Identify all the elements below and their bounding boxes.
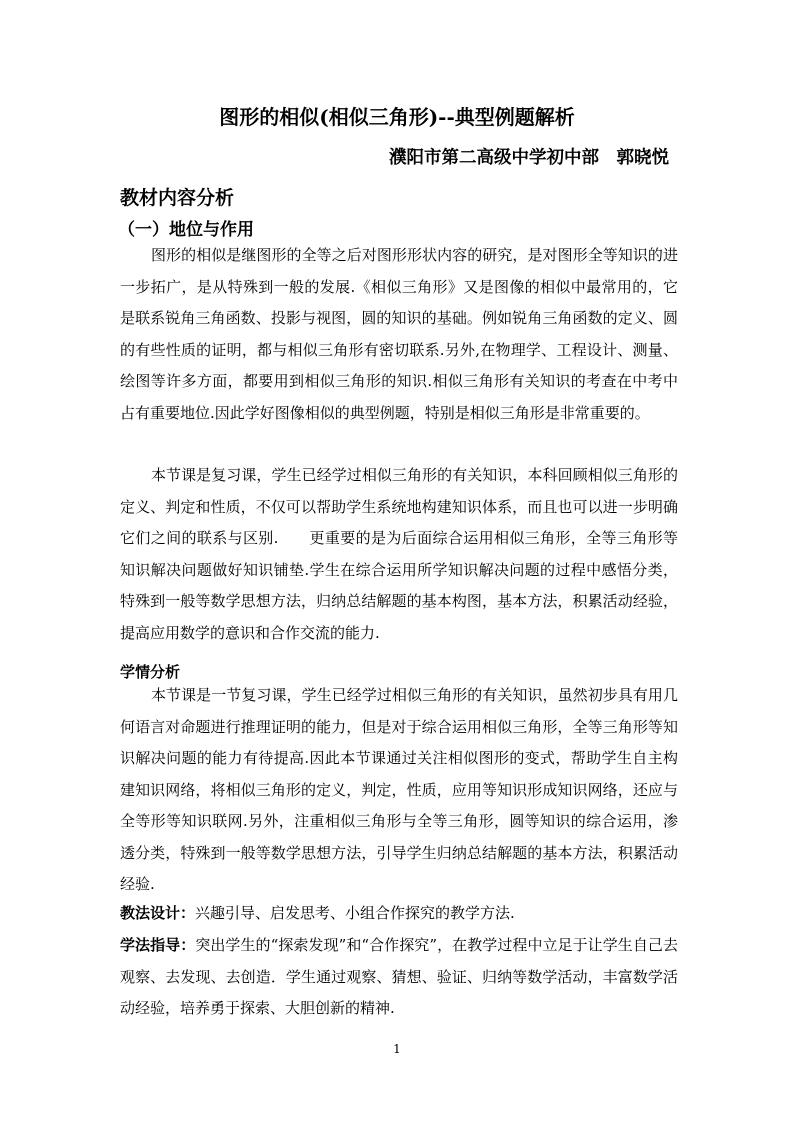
learning-analysis-heading: 学情分析 bbox=[120, 663, 181, 681]
paragraph-lesson-overview: 本节课是复习课，学生已经学过相似三角形的有关知识，本科回顾相似三角形的定义、判定和性质，不仅可以帮助学生系统地构建知识体系，而且也可以进一步明确它们之间的联系与区别. 更重要的是为后面综合运用相似三角形，全等三角形等知识解决问题做好知识铺垫.学生在综合运用所学知识解决问题的过程中感悟分类，特殊到一般等数学思想方法，归纳总结解题的基本构图，基本方法，积累活动经验，提高应用数学的意识和合作交流的能力. bbox=[120, 466, 678, 642]
teaching-method-line bbox=[120, 898, 678, 930]
section-heading: 教材内容分析 bbox=[120, 187, 235, 209]
study-method-text: 突出学生的“探索发现”和“合作探究”，在教学过程中立足于让学生自己去观察、去发现、去创造．学生通过观察、猜想、验证、归纳等数学活动，丰富数学活动经验，培养勇于探索、大胆创新的精神. bbox=[120, 936, 678, 1017]
teaching-method-label: 教法设计： bbox=[120, 904, 196, 922]
paragraph-learning-analysis: 本节课是一节复习课，学生已经学过相似三角形的有关知识，虽然初步具有用几何语言对命题进行推理证明的能力，但是对于综合运用相似三角形，全等三角形等知识解决问题的能力有待提高.因此本节课通过关注相似图形的变式，帮助学生自主构建知识网络，将相似三角形的定义，判定，性质，应用等知识形成知识网络，还应与全等形等知识联网.另外，注重相似三角形与全等三角形，圆等知识的综合运用，渗透分类，特殊到一般等数学思想方法，引导学生归纳总结解题的基本方法，积累活动经验. bbox=[120, 686, 678, 893]
document-title: 图形的相似(相似三角形)--典型例题解析 bbox=[219, 105, 575, 129]
paragraph-role-and-function: 图形的相似是继图形的全等之后对图形形状内容的研究，是对图形全等知识的进一步拓广，是从特殊到一般的发展.《相似三角形》又是图像的相似中最常用的，它是联系锐角三角函数、投影与视图，圆的知识的基础。例如锐角三角函数的定义、圆的有些性质的证明，都与相似三角形有密切联系.另外,在物理学、工程设计、测量、绘图等许多方面，都要用到相似三角形的知识.相似三角形有关知识的考查在中考中占有重要地位.因此学好图像相似的典型例题，特别是相似三角形是非常重要的。 bbox=[120, 246, 678, 422]
author-line: 濮阳市第二高级中学初中部 郭晓悦 bbox=[389, 148, 669, 168]
subsection-heading: （一）地位与作用 bbox=[118, 220, 254, 240]
study-method-label: 学法指导： bbox=[120, 936, 196, 954]
teaching-method-text: 兴趣引导、启发思考、小组合作探究的教学方法. bbox=[195, 904, 515, 922]
study-method-line bbox=[120, 930, 678, 1025]
page-number: 1 bbox=[393, 1042, 401, 1056]
